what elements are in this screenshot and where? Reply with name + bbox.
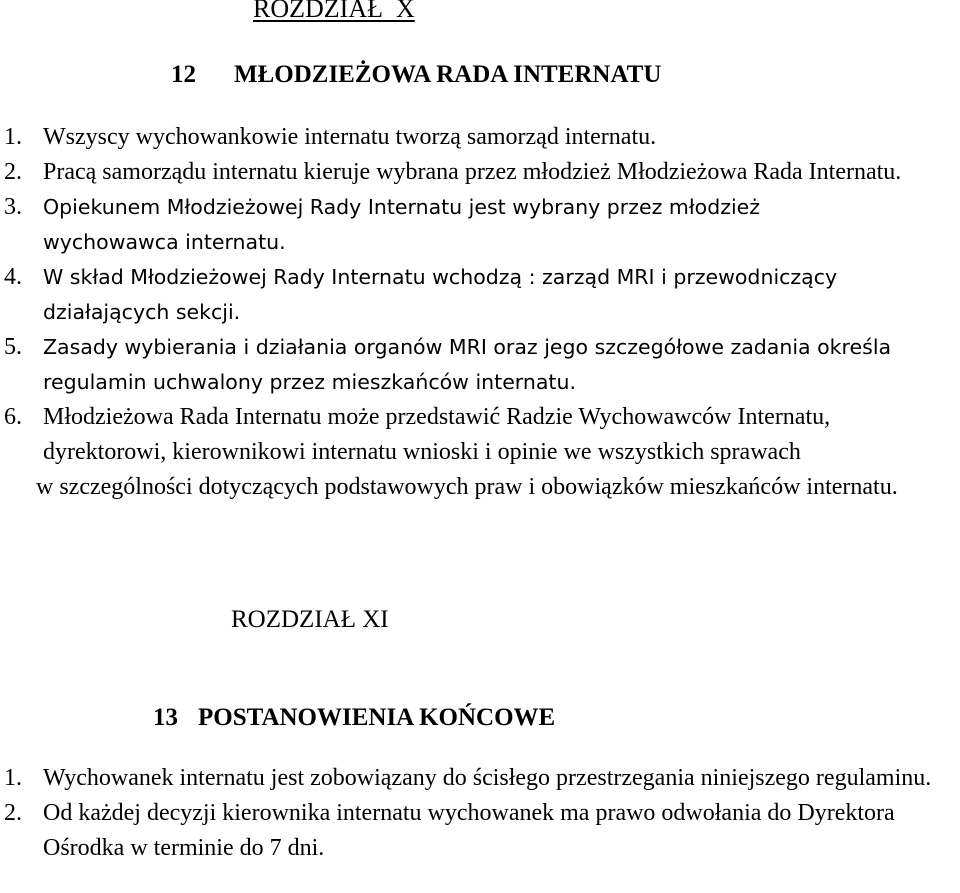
item-text: Od każdej decyzji kierownika internatu wychowanek ma prawo odwołania do Dyrektora Ośrodka w terminie do 7 dni. (43, 800, 895, 861)
list-item-10-5 (0, 330, 960, 400)
item-number: 3. (4, 194, 22, 220)
item-text: W skład Młodzieżowej Rady Internatu wchodzą : zarząd MRI i przewodniczący działających sekcji. (43, 265, 838, 324)
item-text: Zasady wybierania i działania organów MRI oraz jego szczegółowe zadania określa regulamin uchwalony przez mieszkańców internatu. (43, 335, 892, 394)
chapter-11-title: ROZDZIAŁ XI (231, 606, 389, 633)
section-12-number: 12 (171, 61, 196, 88)
item-text: Pracą samorządu internatu kieruje wybrana przez młodzież Młodzieżowa Rada Internatu. (43, 159, 902, 185)
item-text: Wychowanek internatu jest zobowiązany do ścisłego przestrzegania niniejszego regulaminu. (43, 765, 932, 791)
item-text: Opiekunem Młodzieżowej Rady Internatu jest wybrany przez młodzież wychowawca internatu. (43, 195, 761, 254)
chapter-10-title: ROZDZIAŁ X (253, 0, 415, 23)
chapter-10-list (0, 120, 960, 505)
list-item-10-6 (0, 400, 960, 505)
item-number: 5. (4, 334, 22, 360)
item-number: 4. (4, 264, 22, 290)
section-13-name: POSTANOWIENIA KOŃCOWE (198, 704, 556, 731)
item-text: Wszyscy wychowankowie internatu tworzą samorząd internatu. (43, 124, 657, 150)
item-number: 2. (4, 159, 22, 185)
item-number: 1. (4, 765, 22, 791)
item-number: 1. (4, 124, 22, 150)
section-13-number: 13 (153, 704, 178, 731)
list-item-10-4 (0, 260, 960, 330)
section-12-heading (137, 62, 661, 88)
item-text-first: Młodzieżowa Rada Internatu może przedstawić Radzie Wychowawców Internatu, dyrektorowi, kierownikowi internatu wnioski i opinie we wszystkich sprawach (43, 404, 831, 465)
section-13-heading (119, 705, 555, 731)
item-text-rest: w szczególności dotyczących podstawowych praw i obowiązków mieszkańców internatu. (36, 474, 898, 500)
list-item-10-2 (0, 155, 960, 190)
section-12-name: MŁODZIEŻOWA RADA INTERNATU (234, 61, 662, 88)
chapter-11-list (0, 761, 960, 866)
list-item-11-1 (0, 761, 960, 796)
list-item-10-1 (0, 120, 960, 155)
item-text (0, 400, 960, 505)
item-number: 2. (4, 800, 22, 826)
list-item-11-2 (0, 796, 960, 866)
item-number: 6. (4, 404, 22, 430)
list-item-10-3 (0, 190, 960, 260)
